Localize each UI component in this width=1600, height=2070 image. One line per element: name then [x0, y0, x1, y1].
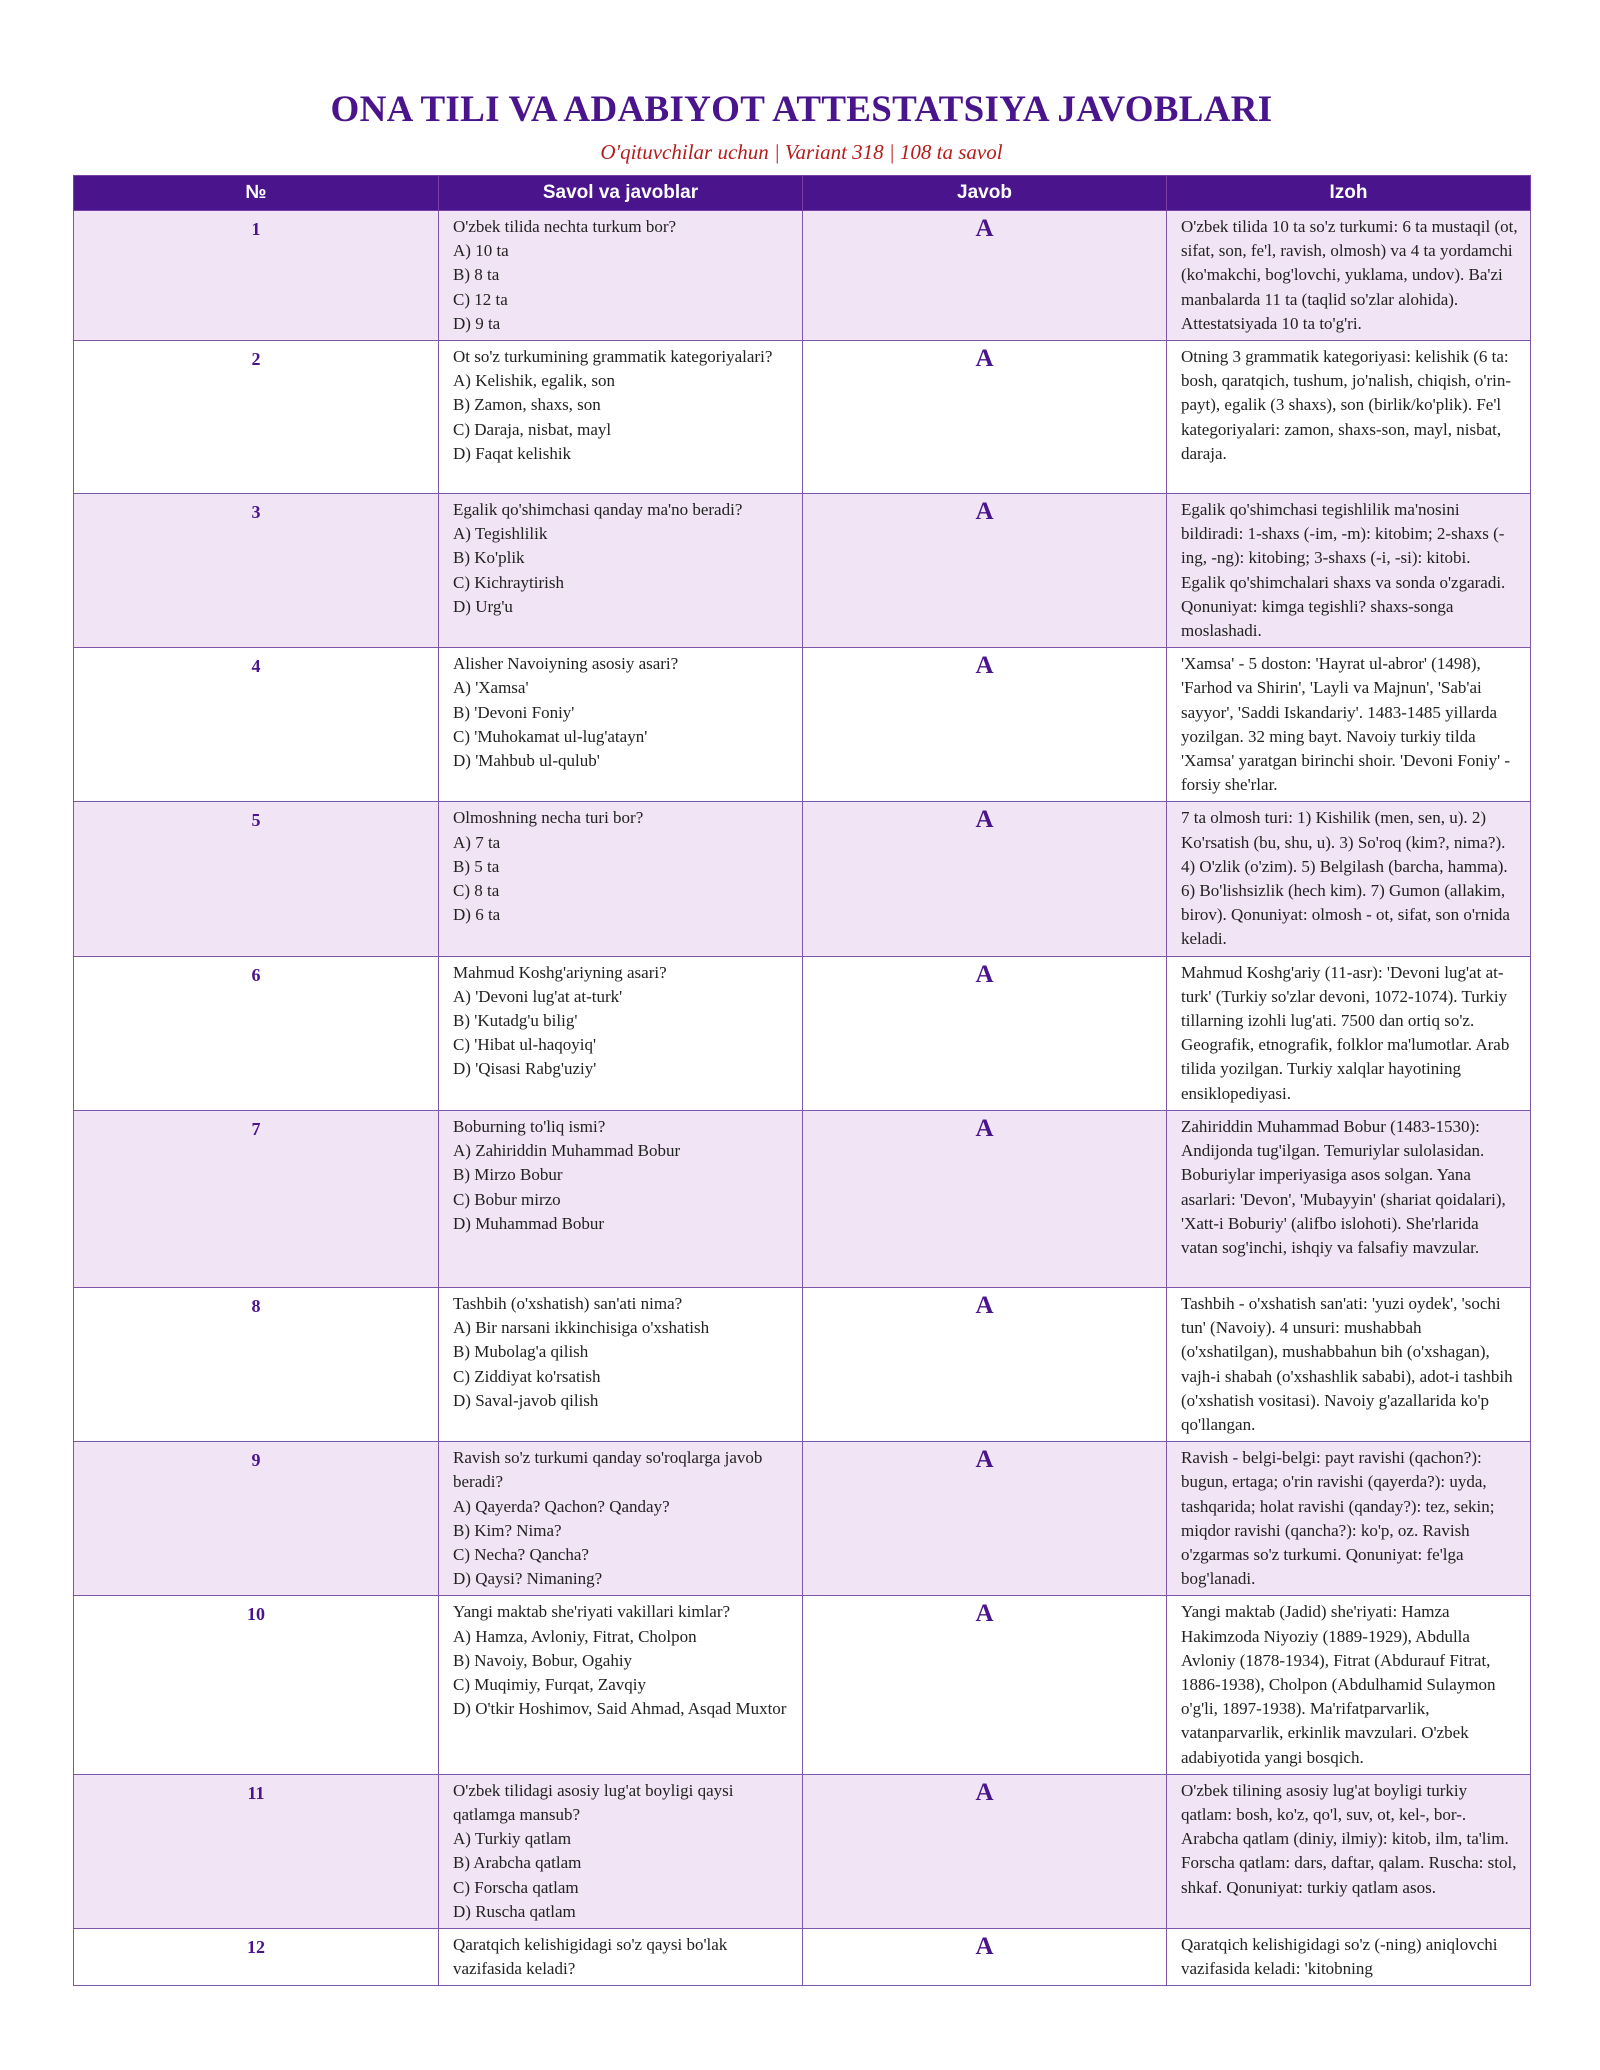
- answer-option: D) Qaysi? Nimaning?: [453, 1569, 603, 1589]
- table-row: [74, 1774, 1531, 1928]
- answer-option: D) 'Mahbub ul-qulub': [453, 751, 600, 771]
- correct-answer: A: [803, 1287, 1167, 1441]
- header-number: №: [74, 176, 439, 211]
- question-text: O'zbek tilidagi asosiy lug'at boyligi qaysi qatlamga mansub?: [453, 1780, 734, 1824]
- question-cell: [439, 1774, 803, 1928]
- table-row: [74, 341, 1531, 494]
- question-text: Tashbih (o'xshatish) san'ati nima?: [453, 1293, 683, 1313]
- question-text: Ravish so'z turkumi qanday so'roqlarga javob beradi?: [453, 1448, 763, 1492]
- answer-option: D) 6 ta: [453, 905, 501, 925]
- answer-option: B) 'Kutadg'u bilig': [453, 1011, 578, 1031]
- answer-option: B) Mubolag'a qilish: [453, 1342, 589, 1362]
- table-row: [74, 1110, 1531, 1287]
- answer-option: B) Ko'plik: [453, 548, 525, 568]
- question-number: 10: [74, 1596, 439, 1774]
- question-text: Yangi maktab she'riyati vakillari kimlar?: [453, 1602, 731, 1622]
- answer-option: C) Ziddiyat ko'rsatish: [453, 1366, 601, 1386]
- question-number: 12: [74, 1928, 439, 1985]
- answer-option: B) Arabcha qatlam: [453, 1853, 582, 1873]
- table-row: [74, 1287, 1531, 1441]
- answer-option: A) Turkiy qatlam: [453, 1829, 572, 1849]
- answer-option: C) 'Muhokamat ul-lug'atayn': [453, 726, 648, 746]
- answer-option: D) O'tkir Hoshimov, Said Ahmad, Asqad Muxtor: [453, 1699, 787, 1719]
- answer-option: C) Forscha qatlam: [453, 1877, 579, 1897]
- answers-table: [73, 175, 1531, 1986]
- question-cell: [439, 1596, 803, 1774]
- answer-option: A) 7 ta: [453, 832, 501, 852]
- table-row: [74, 1442, 1531, 1596]
- document-title: ONA TILI VA ADABIYOT ATTESTATSIYA JAVOBLARI: [330, 89, 1273, 130]
- explanation-note: Otning 3 grammatik kategoriyasi: kelishik (6 ta: bosh, qaratqich, tushum, jo'nalish, chiqish, o'rin-payt), egalik (3 shaxs), son (birlik/ko'plik). Fe'l kategoriyalari: zamon, shaxs-son, mayl, nisbat, daraja.: [1167, 341, 1531, 494]
- answer-option: A) Hamza, Avloniy, Fitrat, Cholpon: [453, 1626, 697, 1646]
- answer-option: B) Navoiy, Bobur, Ogahiy: [453, 1650, 633, 1670]
- question-cell: [439, 802, 803, 956]
- answer-option: B) 8 ta: [453, 265, 500, 285]
- question-text: O'zbek tilida nechta turkum bor?: [453, 217, 677, 236]
- answer-option: A) Zahiriddin Muhammad Bobur: [453, 1141, 681, 1161]
- document-subtitle: O'qituvchilar uchun | Variant 318 | 108 ta savol: [600, 140, 1003, 164]
- explanation-note: Egalik qo'shimchasi tegishlilik ma'nosini bildiradi: 1-shaxs (-im, -m): kitobim; 2-shaxs (-ing, -ng): kitobing; 3-shaxs (-i, -si): kitobi. Egalik qo'shimchalari shaxs va sonda o'zgaradi. Qonuniyat: kimga tegishli? shaxs-songa moslashadi.: [1167, 494, 1531, 648]
- correct-answer: A: [803, 494, 1167, 648]
- table-row: [74, 211, 1531, 341]
- table-row: [74, 1928, 1531, 1985]
- question-text: Qaratqich kelishigidagi so'z qaysi bo'lak vazifasida keladi?: [453, 1934, 728, 1979]
- table-row: [74, 956, 1531, 1110]
- question-cell: [439, 956, 803, 1110]
- answer-option: A) Kelishik, egalik, son: [453, 371, 615, 391]
- question-number: 8: [74, 1287, 439, 1441]
- correct-answer: A: [803, 1442, 1167, 1596]
- correct-answer: A: [803, 956, 1167, 1110]
- answer-option: C) Daraja, nisbat, mayl: [453, 419, 612, 439]
- explanation-note: Ravish - belgi-belgi: payt ravishi (qachon?): bugun, ertaga; o'rin ravishi (qayerda?): uyda, tashqarida; holat ravishi (qanday?): tez, sekin; miqdor ravishi (qancha?): ko'p, oz. Ravish o'zgarmas so'z turkumi. Qonuniyat: fe'lga bog'lanadi.: [1167, 1442, 1531, 1596]
- question-number: 5: [74, 802, 439, 956]
- question-cell: [439, 341, 803, 494]
- question-text: Olmoshning necha turi bor?: [453, 808, 644, 828]
- answer-option: C) 'Hibat ul-haqoyiq': [453, 1035, 597, 1055]
- question-cell: [439, 494, 803, 648]
- table-body: [74, 211, 1531, 1986]
- answer-option: A) 'Devoni lug'at at-turk': [453, 986, 623, 1006]
- question-number: 6: [74, 956, 439, 1110]
- correct-answer: A: [803, 648, 1167, 802]
- answer-option: B) Mirzo Bobur: [453, 1165, 563, 1185]
- question-text: Egalik qo'shimchasi qanday ma'no beradi?: [453, 500, 743, 520]
- answer-option: B) Zamon, shaxs, son: [453, 395, 601, 415]
- header-answer: Javob: [803, 176, 1167, 211]
- question-number: 11: [74, 1774, 439, 1928]
- correct-answer: A: [803, 211, 1167, 341]
- question-number: 9: [74, 1442, 439, 1596]
- answer-option: A) Bir narsani ikkinchisiga o'xshatish: [453, 1318, 710, 1338]
- question-text: Mahmud Koshg'ariyning asari?: [453, 962, 667, 982]
- explanation-note: Yangi maktab (Jadid) she'riyati: Hamza Hakimzoda Niyoziy (1889-1929), Abdulla Avloniy (1878-1934), Fitrat (Abdurauf Fitrat, 1886-1938), Cholpon (Abdulhamid Sulaymon o'g'li, 1897-1938). Ma'rifatparvarlik, vatanparvarlik, erkinlik mavzulari. O'zbek adabiyotida yangi bosqich.: [1167, 1596, 1531, 1774]
- question-cell: [439, 211, 803, 341]
- answer-option: A) 10 ta: [453, 241, 509, 261]
- answer-option: C) 12 ta: [453, 289, 508, 309]
- answer-option: A) Tegishlilik: [453, 524, 548, 544]
- correct-answer: A: [803, 1774, 1167, 1928]
- answer-option: C) Kichraytirish: [453, 572, 564, 592]
- question-cell: [439, 1110, 803, 1287]
- answer-option: D) 'Qisasi Rabg'uziy': [453, 1059, 597, 1079]
- table-row: [74, 1596, 1531, 1774]
- answer-option: D) 9 ta: [453, 313, 501, 333]
- explanation-note: 7 ta olmosh turi: 1) Kishilik (men, sen, u). 2) Ko'rsatish (bu, shu, u). 3) So'roq (kim?, nima?). 4) O'zlik (o'zim). 5) Belgilash (barcha, hamma). 6) Bo'lishsizlik (hech kim). 7) Gumon (allakim, birov). Qonuniyat: olmosh - ot, sifat, son o'rnida keladi.: [1167, 802, 1531, 956]
- question-number: 1: [74, 211, 439, 341]
- question-number: 3: [74, 494, 439, 648]
- answer-option: A) Qayerda? Qachon? Qanday?: [453, 1496, 670, 1516]
- correct-answer: A: [803, 802, 1167, 956]
- answer-option: C) Necha? Qancha?: [453, 1544, 589, 1564]
- question-number: 2: [74, 341, 439, 494]
- answer-option: B) 'Devoni Foniy': [453, 702, 575, 722]
- answer-option: C) 8 ta: [453, 881, 500, 901]
- answer-option: A) 'Xamsa': [453, 678, 529, 698]
- question-text: Ot so'z turkumining grammatik kategoriyalari?: [453, 347, 773, 367]
- question-text: Alisher Navoiyning asosiy asari?: [453, 654, 679, 674]
- answer-option: B) Kim? Nima?: [453, 1520, 562, 1540]
- question-cell: [439, 648, 803, 802]
- explanation-note: O'zbek tilida 10 ta so'z turkumi: 6 ta mustaqil (ot, sifat, son, fe'l, ravish, olmosh) va 4 ta yordamchi (ko'makchi, bog'lovchi, yuklama, undov). Ba'zi manbalarda 11 ta (taqlid so'zlar alohida). Attestatsiyada 10 ta to'g'ri.: [1167, 211, 1531, 341]
- answer-option: D) Urg'u: [453, 596, 513, 616]
- question-text: Boburning to'liq ismi?: [453, 1116, 606, 1136]
- correct-answer: A: [803, 341, 1167, 494]
- answer-option: B) 5 ta: [453, 856, 500, 876]
- answer-option: D) Muhammad Bobur: [453, 1213, 605, 1233]
- explanation-note: 'Xamsa' - 5 doston: 'Hayrat ul-abror' (1498), 'Farhod va Shirin', 'Layli va Majnun', 'Sab'ai sayyor', 'Saddi Iskandariy'. 1483-1485 yillarda yozilgan. 32 ming bayt. Navoiy turkiy tilda 'Xamsa' yaratgan birinchi shoir. 'Devoni Foniy' - forsiy she'rlar.: [1167, 648, 1531, 802]
- explanation-note: Tashbih - o'xshatish san'ati: 'yuzi oydek', 'sochi tun' (Navoiy). 4 unsuri: mushabbah (o'xshatilgan), mushabbahun bih (o'xshagan), vajh-i shabah (o'xshashlik sababi), adot-i tashbih (o'xshatish vositasi). Navoiy g'azallarida ko'p qo'llangan.: [1167, 1287, 1531, 1441]
- answer-option: D) Faqat kelishik: [453, 443, 572, 463]
- correct-answer: A: [803, 1928, 1167, 1985]
- header-question: Savol va javoblar: [439, 176, 803, 211]
- question-cell: [439, 1442, 803, 1596]
- document-page: [73, 0, 1530, 1986]
- answer-option: D) Ruscha qatlam: [453, 1901, 576, 1921]
- explanation-note: Zahiriddin Muhammad Bobur (1483-1530): Andijonda tug'ilgan. Temuriylar sulolasidan. Boburiylar imperiyasiga asos solgan. Yana asarlari: 'Devon', 'Mubayyin' (shariat qoidalari), 'Xatt-i Boburiy' (alifbo islohoti). She'rlarida vatan sog'inchi, ishqiy va falsafiy mavzular.: [1167, 1110, 1531, 1287]
- table-header-row: [74, 176, 1531, 211]
- table-row: [74, 802, 1531, 956]
- explanation-note: Mahmud Koshg'ariy (11-asr): 'Devoni lug'at at-turk' (Turkiy so'zlar devoni, 1072-1074). Turkiy tillarning izohli lug'ati. 7500 dan ortiq so'z. Geografik, etnografik, folklor ma'lumotlar. Arab tilida yozilgan. Turkiy xalqlar hayotining ensiklopediyasi.: [1167, 956, 1531, 1110]
- question-number: 4: [74, 648, 439, 802]
- explanation-note: O'zbek tilining asosiy lug'at boyligi turkiy qatlam: bosh, ko'z, qo'l, suv, ot, kel-, bor-. Arabcha qatlam (diniy, ilmiy): kitob, ilm, ta'lim. Forscha qatlam: dars, daftar, qalam. Ruscha: stol, shkaf. Qonuniyat: turkiy qatlam asos.: [1167, 1774, 1531, 1928]
- explanation-note: Qaratqich kelishigidagi so'z (-ning) aniqlovchi vazifasida keladi: 'kitobning: [1167, 1928, 1531, 1985]
- table-row: [74, 494, 1531, 648]
- answer-option: C) Bobur mirzo: [453, 1189, 561, 1209]
- question-cell: [439, 1287, 803, 1441]
- correct-answer: A: [803, 1596, 1167, 1774]
- table-row: [74, 648, 1531, 802]
- correct-answer: A: [803, 1110, 1167, 1287]
- question-number: 7: [74, 1110, 439, 1287]
- answer-option: D) Saval-javob qilish: [453, 1390, 599, 1410]
- question-cell: [439, 1928, 803, 1985]
- answer-option: C) Muqimiy, Furqat, Zavqiy: [453, 1674, 646, 1694]
- header-note: Izoh: [1167, 176, 1531, 211]
